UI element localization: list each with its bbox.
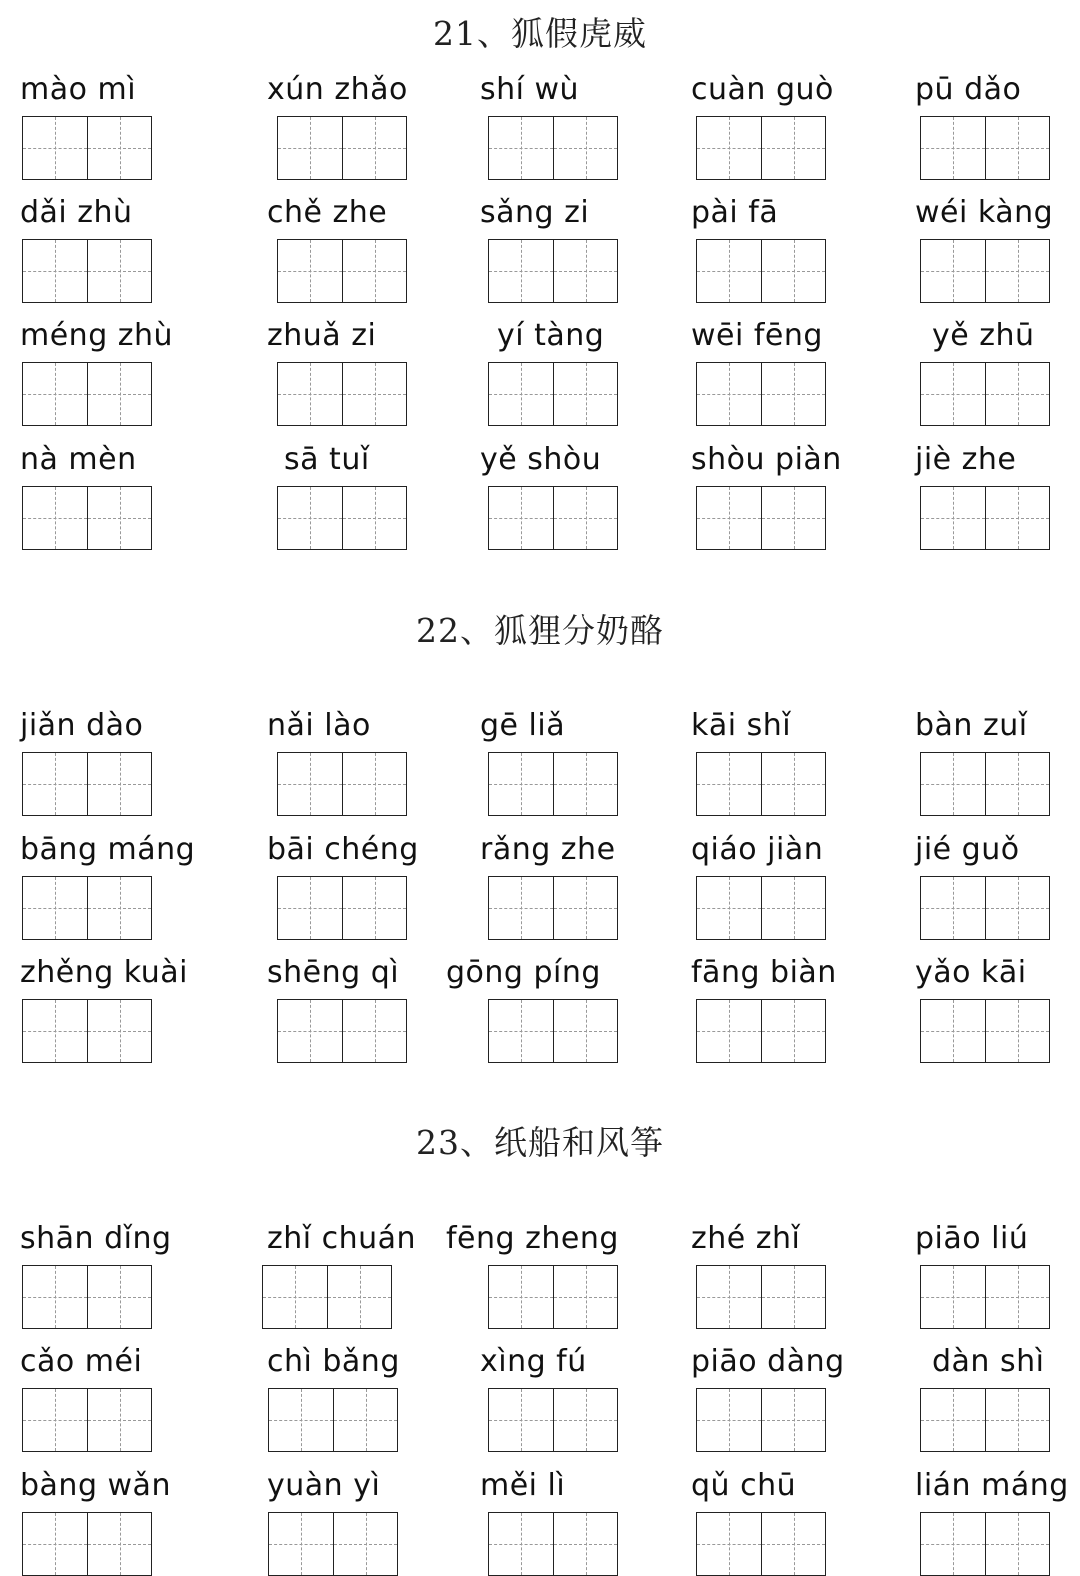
- grid-cell[interactable]: [985, 240, 1049, 302]
- grid-cell[interactable]: [921, 1389, 985, 1451]
- grid-cell[interactable]: [23, 753, 87, 815]
- writing-grid[interactable]: [277, 116, 407, 180]
- pinyin-label: bāng máng: [20, 832, 196, 867]
- writing-grid[interactable]: [488, 116, 618, 180]
- grid-cell[interactable]: [327, 1266, 391, 1328]
- grid-cell[interactable]: [269, 1389, 333, 1451]
- grid-cell[interactable]: [761, 1389, 825, 1451]
- grid-cell[interactable]: [985, 1000, 1049, 1062]
- grid-cell[interactable]: [697, 117, 761, 179]
- grid-cell[interactable]: [23, 1000, 87, 1062]
- grid-cell[interactable]: [342, 363, 406, 425]
- grid-cell[interactable]: [553, 753, 617, 815]
- grid-cell[interactable]: [761, 363, 825, 425]
- grid-cell[interactable]: [23, 487, 87, 549]
- grid-cell[interactable]: [697, 753, 761, 815]
- grid-cell[interactable]: [489, 1389, 553, 1451]
- pinyin-label: dàn shì: [932, 1344, 1045, 1379]
- grid-cell[interactable]: [553, 363, 617, 425]
- writing-grid[interactable]: [22, 486, 152, 550]
- grid-cell[interactable]: [278, 1000, 342, 1062]
- grid-cell[interactable]: [921, 877, 985, 939]
- pinyin-label: yí tàng: [497, 318, 605, 353]
- grid-cell[interactable]: [23, 117, 87, 179]
- writing-grid[interactable]: [268, 1388, 398, 1452]
- grid-cell[interactable]: [278, 363, 342, 425]
- grid-cell[interactable]: [697, 1000, 761, 1062]
- grid-cell[interactable]: [87, 117, 151, 179]
- writing-grid[interactable]: [696, 876, 826, 940]
- grid-cell[interactable]: [553, 487, 617, 549]
- writing-grid[interactable]: [696, 999, 826, 1063]
- pinyin-label: zhěng kuài: [20, 955, 188, 990]
- section-title: 23、纸船和风筝: [416, 1123, 664, 1162]
- writing-grid[interactable]: [920, 116, 1050, 180]
- pinyin-label: gōng píng: [446, 955, 601, 990]
- grid-cell[interactable]: [985, 1266, 1049, 1328]
- writing-grid[interactable]: [696, 486, 826, 550]
- pinyin-label: shēng qì: [267, 955, 400, 990]
- pinyin-label: pū dǎo: [915, 72, 1022, 107]
- grid-cell[interactable]: [23, 1389, 87, 1451]
- writing-grid[interactable]: [920, 752, 1050, 816]
- grid-cell[interactable]: [23, 877, 87, 939]
- writing-grid[interactable]: [22, 116, 152, 180]
- grid-cell[interactable]: [342, 487, 406, 549]
- writing-grid[interactable]: [22, 239, 152, 303]
- grid-cell[interactable]: [761, 753, 825, 815]
- pinyin-label: dǎi zhù: [20, 195, 133, 230]
- writing-grid[interactable]: [488, 1388, 618, 1452]
- pinyin-label: kāi shǐ: [691, 708, 792, 743]
- grid-cell[interactable]: [342, 240, 406, 302]
- grid-cell[interactable]: [342, 753, 406, 815]
- pinyin-label: piāo dàng: [691, 1344, 845, 1379]
- pinyin-label: wēi fēng: [691, 318, 823, 353]
- writing-grid[interactable]: [488, 1512, 618, 1576]
- grid-cell[interactable]: [553, 240, 617, 302]
- pinyin-label: piāo liú: [915, 1221, 1029, 1256]
- writing-grid[interactable]: [488, 999, 618, 1063]
- section-title: 22、狐狸分奶酪: [416, 611, 664, 650]
- grid-cell[interactable]: [697, 240, 761, 302]
- grid-cell[interactable]: [985, 117, 1049, 179]
- grid-cell[interactable]: [697, 877, 761, 939]
- pinyin-label: cuàn guò: [691, 72, 834, 107]
- pinyin-label: jiè zhe: [915, 442, 1017, 477]
- grid-cell[interactable]: [342, 877, 406, 939]
- grid-cell[interactable]: [87, 487, 151, 549]
- grid-cell[interactable]: [761, 487, 825, 549]
- writing-grid[interactable]: [920, 1512, 1050, 1576]
- writing-grid[interactable]: [696, 752, 826, 816]
- writing-grid[interactable]: [696, 1265, 826, 1329]
- grid-cell[interactable]: [553, 1000, 617, 1062]
- grid-cell[interactable]: [263, 1266, 327, 1328]
- grid-cell[interactable]: [87, 877, 151, 939]
- grid-cell[interactable]: [921, 117, 985, 179]
- writing-grid[interactable]: [488, 486, 618, 550]
- grid-cell[interactable]: [333, 1389, 397, 1451]
- grid-cell[interactable]: [489, 487, 553, 549]
- grid-cell[interactable]: [697, 1389, 761, 1451]
- grid-cell[interactable]: [921, 1266, 985, 1328]
- grid-cell[interactable]: [697, 363, 761, 425]
- pinyin-label: zhé zhǐ: [691, 1221, 801, 1256]
- grid-cell[interactable]: [278, 753, 342, 815]
- pinyin-label: shān dǐng: [20, 1221, 172, 1256]
- grid-cell[interactable]: [489, 1266, 553, 1328]
- writing-grid[interactable]: [696, 1512, 826, 1576]
- writing-grid[interactable]: [488, 362, 618, 426]
- grid-cell[interactable]: [23, 1266, 87, 1328]
- grid-cell[interactable]: [553, 877, 617, 939]
- pinyin-label: fēng zheng: [446, 1221, 619, 1256]
- writing-grid[interactable]: [22, 1512, 152, 1576]
- pinyin-label: yuàn yì: [267, 1468, 381, 1503]
- writing-grid[interactable]: [277, 752, 407, 816]
- grid-cell[interactable]: [985, 363, 1049, 425]
- writing-grid[interactable]: [22, 1265, 152, 1329]
- pinyin-label: nà mèn: [20, 442, 137, 477]
- writing-grid[interactable]: [488, 876, 618, 940]
- writing-grid[interactable]: [488, 239, 618, 303]
- pinyin-label: chì bǎng: [267, 1344, 400, 1379]
- pinyin-label: zhuǎ zi: [267, 318, 377, 353]
- writing-grid[interactable]: [488, 752, 618, 816]
- pinyin-label: wéi kàng: [915, 195, 1054, 230]
- pinyin-label: qiáo jiàn: [691, 832, 824, 867]
- pinyin-label: yǎo kāi: [915, 955, 1027, 990]
- writing-grid[interactable]: [696, 116, 826, 180]
- writing-grid[interactable]: [920, 876, 1050, 940]
- grid-cell[interactable]: [87, 363, 151, 425]
- writing-grid[interactable]: [920, 239, 1050, 303]
- pinyin-label: shòu piàn: [691, 442, 842, 477]
- pinyin-label: gē liǎ: [480, 708, 566, 743]
- pinyin-label: pài fā: [691, 195, 779, 230]
- grid-cell[interactable]: [985, 1389, 1049, 1451]
- pinyin-label: méng zhù: [20, 318, 174, 353]
- pinyin-label: mào mì: [20, 72, 137, 107]
- pinyin-label: fāng biàn: [691, 955, 837, 990]
- pinyin-label: bàn zuǐ: [915, 708, 1028, 743]
- pinyin-label: měi lì: [480, 1468, 566, 1503]
- pinyin-label: shí wù: [480, 72, 580, 107]
- grid-cell[interactable]: [761, 117, 825, 179]
- pinyin-label: qǔ chū: [691, 1468, 797, 1503]
- pinyin-label: jiǎn dào: [20, 708, 144, 743]
- grid-cell[interactable]: [985, 877, 1049, 939]
- grid-cell[interactable]: [921, 363, 985, 425]
- grid-cell[interactable]: [489, 1000, 553, 1062]
- pinyin-label: xìng fú: [480, 1344, 587, 1379]
- pinyin-label: xún zhǎo: [267, 72, 408, 107]
- grid-cell[interactable]: [761, 1266, 825, 1328]
- pinyin-label: bàng wǎn: [20, 1468, 171, 1503]
- grid-cell[interactable]: [921, 487, 985, 549]
- pinyin-label: sā tuǐ: [284, 442, 370, 477]
- grid-cell[interactable]: [985, 487, 1049, 549]
- grid-cell[interactable]: [761, 240, 825, 302]
- grid-cell[interactable]: [278, 487, 342, 549]
- grid-cell[interactable]: [342, 1000, 406, 1062]
- writing-grid[interactable]: [22, 1388, 152, 1452]
- grid-cell[interactable]: [489, 117, 553, 179]
- writing-grid[interactable]: [920, 362, 1050, 426]
- grid-cell[interactable]: [921, 1000, 985, 1062]
- writing-grid[interactable]: [277, 486, 407, 550]
- grid-cell[interactable]: [697, 487, 761, 549]
- grid-cell[interactable]: [87, 753, 151, 815]
- grid-cell[interactable]: [342, 117, 406, 179]
- writing-grid[interactable]: [920, 486, 1050, 550]
- writing-grid[interactable]: [920, 999, 1050, 1063]
- grid-cell[interactable]: [921, 753, 985, 815]
- pinyin-label: rǎng zhe: [480, 832, 616, 867]
- grid-cell[interactable]: [553, 117, 617, 179]
- pinyin-label: bāi chéng: [267, 832, 419, 867]
- writing-grid[interactable]: [277, 876, 407, 940]
- grid-cell[interactable]: [87, 240, 151, 302]
- writing-grid[interactable]: [277, 999, 407, 1063]
- grid-cell[interactable]: [278, 240, 342, 302]
- grid-cell[interactable]: [23, 363, 87, 425]
- writing-grid[interactable]: [696, 1388, 826, 1452]
- grid-cell[interactable]: [489, 877, 553, 939]
- writing-grid[interactable]: [920, 1265, 1050, 1329]
- grid-cell[interactable]: [87, 1389, 151, 1451]
- writing-grid[interactable]: [696, 362, 826, 426]
- writing-grid[interactable]: [262, 1265, 392, 1329]
- writing-grid[interactable]: [22, 876, 152, 940]
- grid-cell[interactable]: [87, 1266, 151, 1328]
- writing-grid[interactable]: [268, 1512, 398, 1576]
- writing-grid[interactable]: [488, 1265, 618, 1329]
- grid-cell[interactable]: [489, 240, 553, 302]
- grid-cell[interactable]: [23, 240, 87, 302]
- grid-cell[interactable]: [921, 240, 985, 302]
- writing-grid[interactable]: [277, 362, 407, 426]
- grid-cell[interactable]: [553, 1266, 617, 1328]
- grid-cell[interactable]: [278, 117, 342, 179]
- grid-cell[interactable]: [278, 877, 342, 939]
- grid-cell[interactable]: [697, 1266, 761, 1328]
- section-title: 21、狐假虎威: [433, 14, 647, 53]
- grid-cell[interactable]: [489, 753, 553, 815]
- pinyin-label: cǎo méi: [20, 1344, 143, 1379]
- writing-grid[interactable]: [22, 999, 152, 1063]
- writing-grid[interactable]: [22, 362, 152, 426]
- grid-cell[interactable]: [553, 1389, 617, 1451]
- pinyin-label: chě zhe: [267, 195, 388, 230]
- writing-grid[interactable]: [277, 239, 407, 303]
- pinyin-label: zhǐ chuán: [267, 1221, 417, 1256]
- pinyin-label: sǎng zi: [480, 195, 590, 230]
- grid-cell[interactable]: [761, 877, 825, 939]
- pinyin-label: nǎi lào: [267, 708, 371, 743]
- writing-grid[interactable]: [920, 1388, 1050, 1452]
- writing-grid[interactable]: [22, 752, 152, 816]
- grid-cell[interactable]: [87, 1000, 151, 1062]
- pinyin-label: yě zhū: [932, 318, 1035, 353]
- pinyin-label: jié guǒ: [915, 832, 1020, 867]
- writing-grid[interactable]: [696, 239, 826, 303]
- grid-cell[interactable]: [761, 1000, 825, 1062]
- pinyin-label: yě shòu: [480, 442, 602, 477]
- grid-cell[interactable]: [985, 753, 1049, 815]
- pinyin-label: lián máng: [915, 1468, 1069, 1503]
- grid-cell[interactable]: [489, 363, 553, 425]
